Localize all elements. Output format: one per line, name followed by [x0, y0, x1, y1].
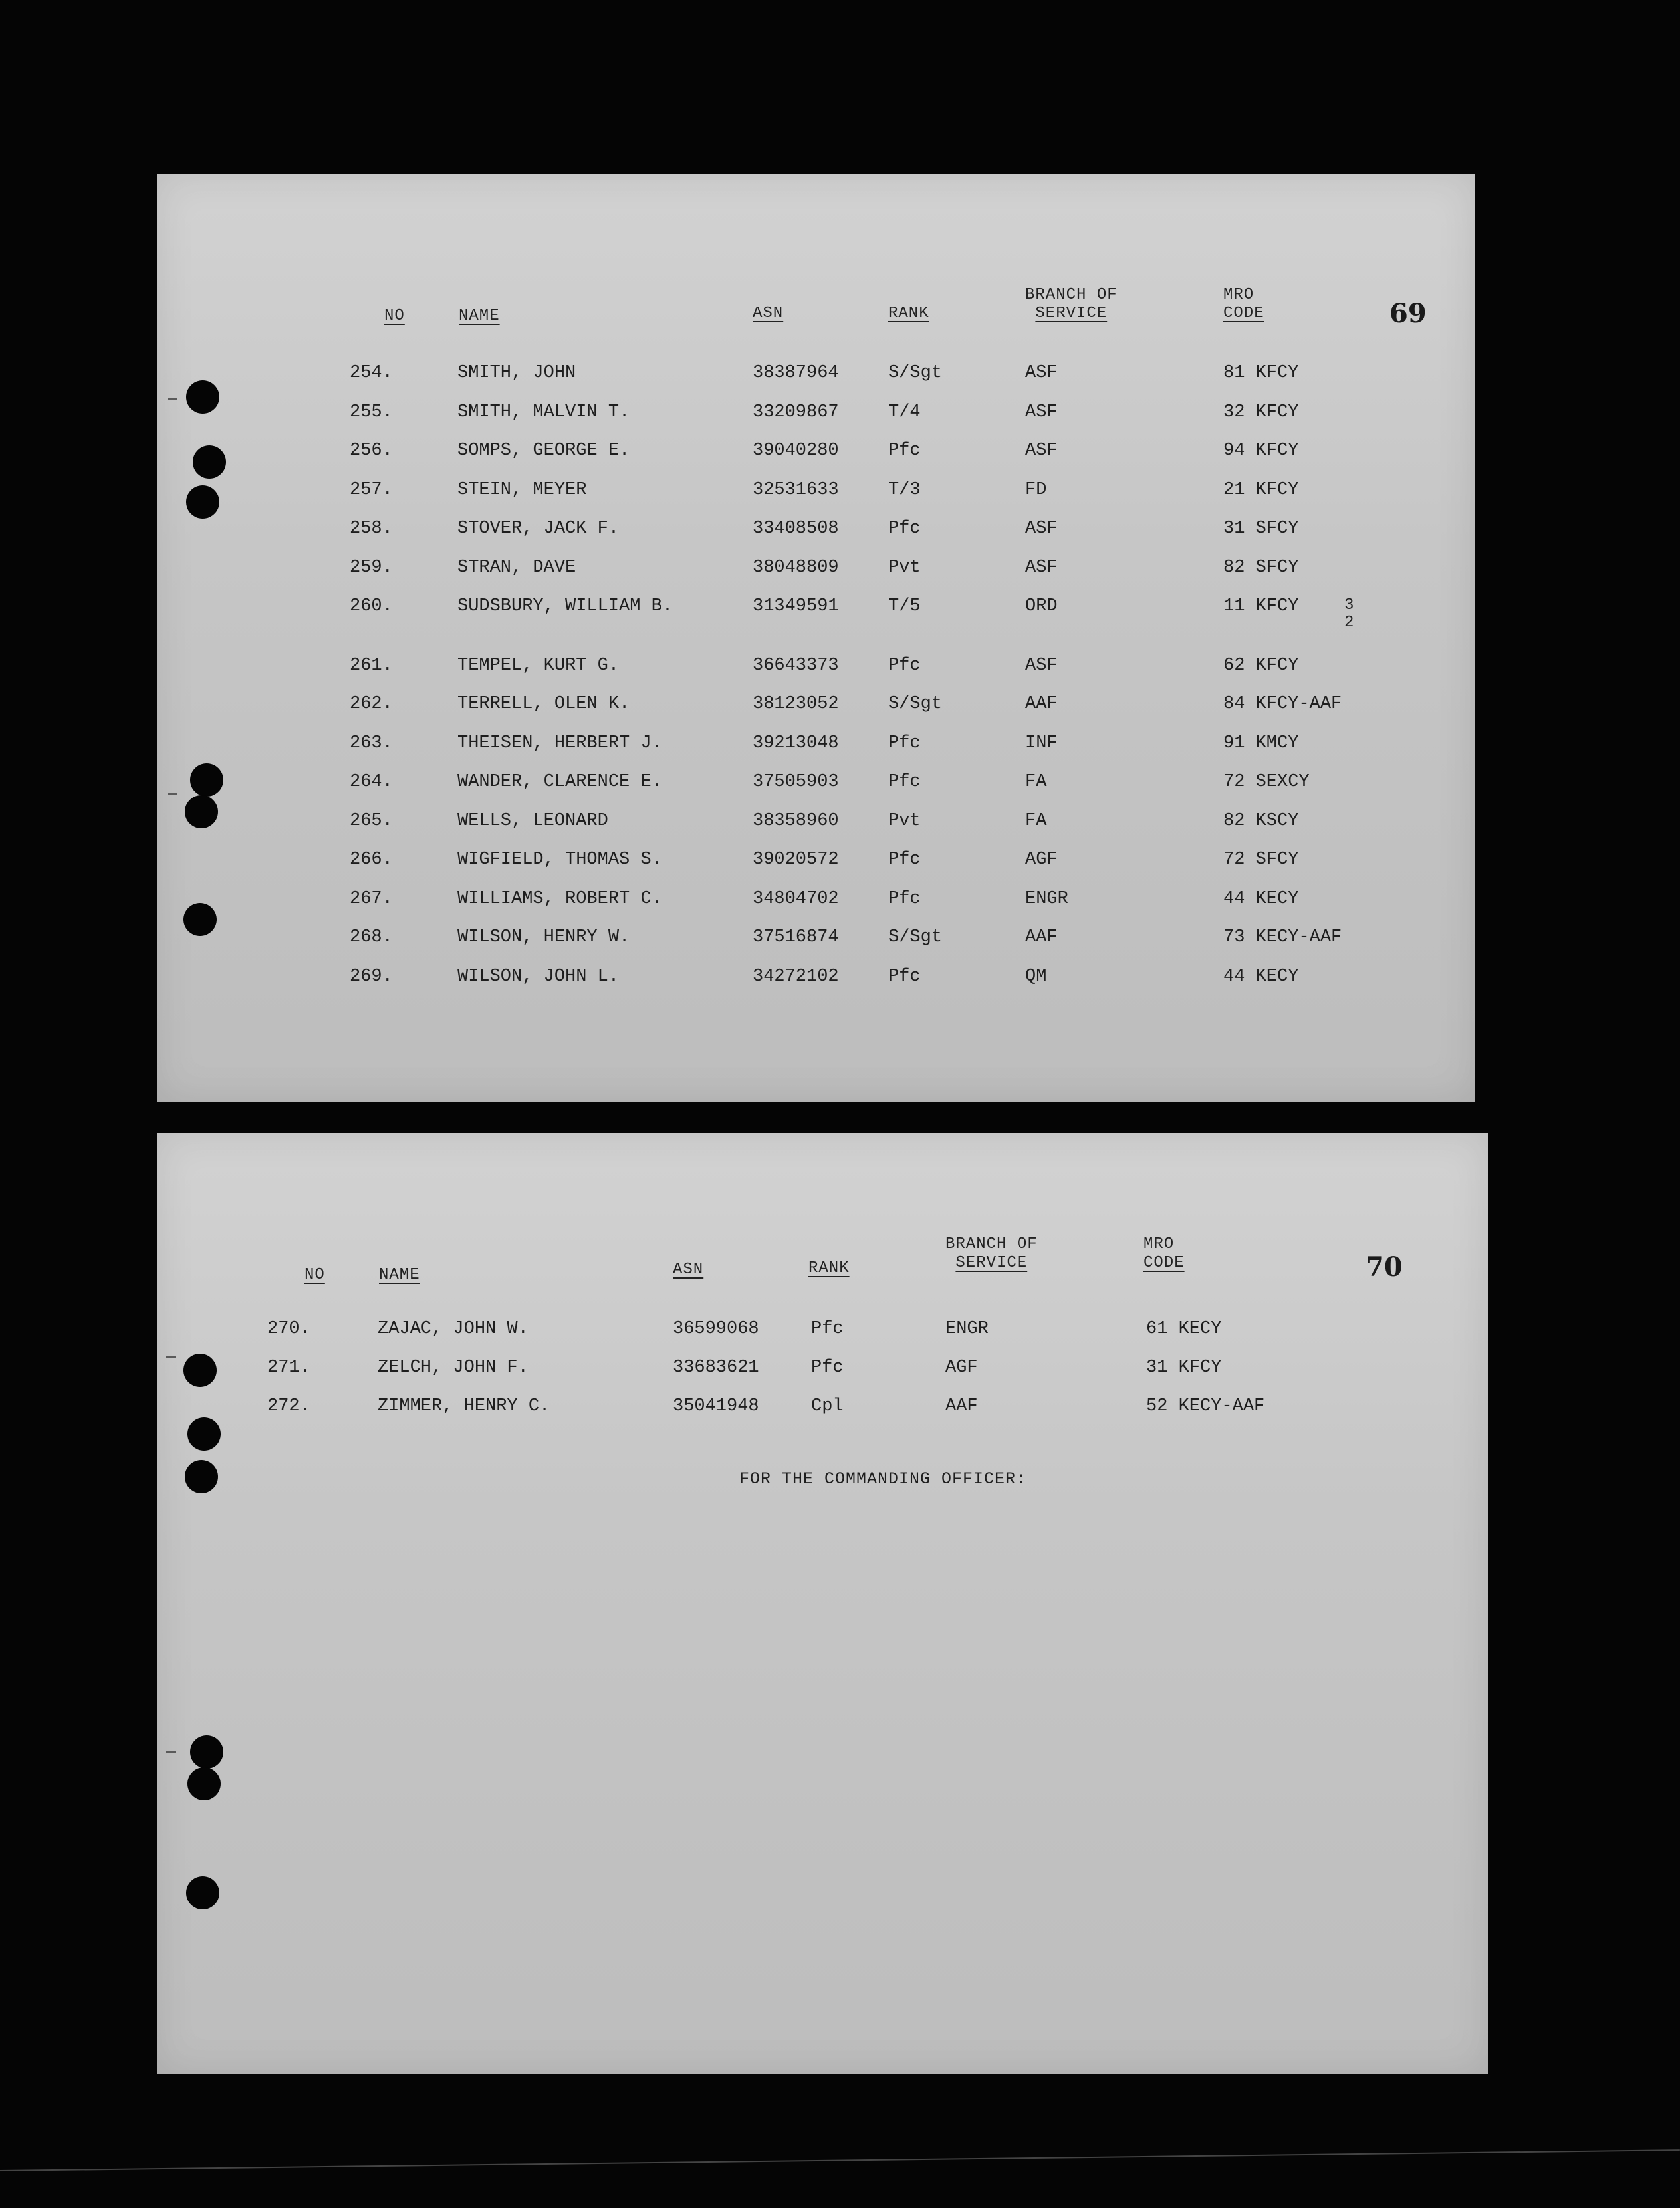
cell-rank: Pvt	[888, 810, 921, 831]
edge-mark	[168, 398, 177, 400]
cell-no: 269.	[350, 966, 393, 987]
table-row	[157, 519, 1475, 545]
table-row	[157, 889, 1475, 916]
cell-branch: AAF	[945, 1396, 978, 1416]
cell-branch: FD	[1025, 479, 1047, 500]
cell-name: WELLS, LEONARD	[457, 810, 608, 831]
cell-branch: ASF	[1025, 363, 1058, 383]
cell-asn: 38387964	[753, 363, 839, 383]
cell-no: 254.	[350, 363, 393, 383]
cell-no: 258.	[350, 519, 393, 539]
cell-branch: FA	[1025, 810, 1047, 831]
cell-rank: Pfc	[888, 519, 921, 539]
table-row	[157, 967, 1475, 993]
cell-no: 256.	[350, 441, 393, 461]
cell-asn: 39213048	[753, 733, 839, 753]
cell-rank: Pfc	[888, 772, 921, 792]
table-row	[157, 441, 1475, 467]
cell-branch: ORD	[1025, 596, 1058, 616]
cell-name: SOMPS, GEORGE E.	[457, 441, 630, 461]
cell-mro: 11 KFCY	[1223, 596, 1299, 616]
cell-rank: T/4	[888, 402, 921, 422]
cell-no: 255.	[350, 402, 393, 422]
cell-mro: 72 SEXCY	[1223, 772, 1310, 792]
cell-rank: Pfc	[888, 441, 921, 461]
cell-rank: Cpl	[811, 1396, 844, 1416]
cell-asn: 39040280	[753, 441, 839, 461]
cell-asn: 36643373	[753, 655, 839, 675]
cell-branch: FA	[1025, 772, 1047, 792]
header-branch-of-service: BRANCH OF SERVICE	[1025, 286, 1118, 322]
table-row	[157, 811, 1475, 838]
cell-mro: 94 KFCY	[1223, 441, 1299, 461]
edge-mark	[166, 1356, 176, 1358]
cell-no: 263.	[350, 733, 393, 753]
punch-hole	[187, 1767, 221, 1800]
punch-hole	[183, 903, 217, 936]
table-row	[157, 480, 1475, 507]
cell-mro: 44 KECY	[1223, 888, 1299, 909]
edge-mark	[166, 1751, 176, 1753]
cell-asn: 34804702	[753, 888, 839, 909]
cell-name: WIGFIELD, THOMAS S.	[457, 850, 662, 870]
cell-no: 262.	[350, 694, 393, 714]
table-row	[157, 772, 1475, 798]
cell-no: 264.	[350, 772, 393, 792]
cell-rank: Pfc	[888, 733, 921, 753]
header-branch-of-service: BRANCH OF SERVICE	[945, 1235, 1038, 1272]
cell-no: 272.	[267, 1396, 310, 1416]
punch-hole	[186, 1876, 219, 1909]
cell-branch: ASF	[1025, 557, 1058, 578]
cell-name: STEIN, MEYER	[457, 479, 587, 500]
cell-asn: 39020572	[753, 850, 839, 870]
cell-branch: ASF	[1025, 655, 1058, 675]
cell-name: WILSON, HENRY W.	[457, 927, 630, 947]
cell-asn: 38048809	[753, 557, 839, 578]
punch-hole	[185, 795, 218, 828]
punch-hole	[190, 763, 223, 797]
cell-name: ZAJAC, JOHN W.	[378, 1319, 529, 1339]
cell-asn: 35041948	[673, 1396, 759, 1416]
table-row	[157, 1396, 1488, 1423]
cell-no: 257.	[350, 479, 393, 500]
cell-no: 260.	[350, 596, 393, 616]
scanner-edge-line	[0, 2149, 1680, 2171]
cell-name: THEISEN, HERBERT J.	[457, 733, 662, 753]
cell-branch: QM	[1025, 966, 1047, 987]
table-row	[157, 850, 1475, 876]
cell-name: STOVER, JACK F.	[457, 519, 620, 539]
cell-branch: AAF	[1025, 927, 1058, 947]
cell-asn: 33408508	[753, 519, 839, 539]
cell-no: 268.	[350, 927, 393, 947]
cell-asn: 31349591	[753, 596, 839, 616]
header-mro-code: MRO CODE	[1143, 1235, 1185, 1272]
cell-mro: 32 KFCY	[1223, 402, 1299, 422]
cell-name: SUDSBURY, WILLIAM B.	[457, 596, 673, 616]
cell-branch: ASF	[1025, 441, 1058, 461]
table-row	[157, 363, 1475, 390]
cell-branch: AGF	[1025, 850, 1058, 870]
cell-mro: 84 KFCY-AAF	[1223, 694, 1342, 714]
page-number: 69	[1389, 298, 1427, 329]
table-row	[157, 1358, 1488, 1384]
cell-branch: ENGR	[1025, 888, 1068, 909]
cell-rank: T/3	[888, 479, 921, 500]
cell-name: TERRELL, OLEN K.	[457, 694, 630, 714]
edge-mark	[168, 793, 177, 795]
cell-asn: 34272102	[753, 966, 839, 987]
header-asn: ASN	[673, 1261, 704, 1279]
cell-mro: 91 KMCY	[1223, 733, 1299, 753]
roster-page-69	[157, 174, 1475, 1102]
cell-mro: 52 KECY-AAF	[1146, 1396, 1265, 1416]
cell-asn: 32531633	[753, 479, 839, 500]
cell-mro: 44 KECY	[1223, 966, 1299, 987]
cell-name: TEMPEL, KURT G.	[457, 655, 620, 675]
cell-no: 259.	[350, 557, 393, 578]
cell-rank: S/Sgt	[888, 694, 943, 714]
cell-no: 267.	[350, 888, 393, 909]
cell-name: WILSON, JOHN L.	[457, 966, 620, 987]
cell-rank: S/Sgt	[888, 363, 943, 383]
cell-name: ZIMMER, HENRY C.	[378, 1396, 550, 1416]
cell-asn: 38123052	[753, 694, 839, 714]
cell-asn: 33683621	[673, 1358, 759, 1378]
punch-hole	[190, 1735, 223, 1769]
cell-mro: 61 KECY	[1146, 1319, 1222, 1339]
punch-hole	[186, 380, 219, 414]
table-row	[157, 733, 1475, 760]
cell-mro: 82 SFCY	[1223, 557, 1299, 578]
cell-name: ZELCH, JOHN F.	[378, 1358, 529, 1378]
header-rank: RANK	[888, 305, 929, 322]
cell-rank: Pfc	[811, 1319, 844, 1339]
cell-branch: ASF	[1025, 402, 1058, 422]
cell-name: WILLIAMS, ROBERT C.	[457, 888, 662, 909]
table-row	[157, 402, 1475, 429]
cell-branch: INF	[1025, 733, 1058, 753]
cell-rank: Pfc	[888, 966, 921, 987]
cell-mro: 72 SFCY	[1223, 850, 1299, 870]
header-no: NO	[304, 1266, 325, 1284]
cell-mro: 73 KECY-AAF	[1223, 927, 1342, 947]
punch-hole	[187, 1417, 221, 1451]
cell-asn: 36599068	[673, 1319, 759, 1339]
cell-no: 266.	[350, 850, 393, 870]
cell-branch: AGF	[945, 1358, 978, 1378]
cell-name: STRAN, DAVE	[457, 557, 576, 578]
header-name: NAME	[379, 1266, 420, 1284]
cell-asn: 33209867	[753, 402, 839, 422]
table-row	[157, 927, 1475, 954]
cell-no: 270.	[267, 1319, 310, 1339]
header-asn: ASN	[753, 305, 784, 322]
cell-branch: AAF	[1025, 694, 1058, 714]
cell-asn: 37516874	[753, 927, 839, 947]
header-rank: RANK	[808, 1259, 850, 1277]
cell-rank: S/Sgt	[888, 927, 943, 947]
cell-no: 271.	[267, 1358, 310, 1378]
cell-branch: ENGR	[945, 1319, 989, 1339]
cell-no: 265.	[350, 810, 393, 831]
header-name: NAME	[459, 307, 500, 325]
cell-mro: 62 KFCY	[1223, 655, 1299, 675]
cell-mro: 82 KSCY	[1223, 810, 1299, 831]
punch-hole	[185, 1460, 218, 1493]
cell-name: WANDER, CLARENCE E.	[457, 772, 662, 792]
header-no: NO	[384, 307, 405, 325]
cell-rank: T/5	[888, 596, 921, 616]
cell-branch: ASF	[1025, 519, 1058, 539]
table-row	[157, 596, 1475, 623]
cell-rank: Pfc	[888, 850, 921, 870]
page-number: 70	[1366, 1251, 1403, 1283]
cell-rank: Pfc	[888, 888, 921, 909]
table-row	[157, 694, 1475, 721]
table-row	[157, 558, 1475, 584]
cell-asn: 37505903	[753, 772, 839, 792]
cell-asn: 38358960	[753, 810, 839, 831]
cell-no: 261.	[350, 655, 393, 675]
punch-hole	[183, 1354, 217, 1387]
cell-name: SMITH, JOHN	[457, 363, 576, 383]
table-row	[157, 1319, 1488, 1346]
signature-block-label: FOR THE COMMANDING OFFICER:	[739, 1469, 1027, 1489]
cell-mro: 31 KFCY	[1146, 1358, 1222, 1378]
cell-mro: 81 KFCY	[1223, 363, 1299, 383]
cell-rank: Pfc	[811, 1358, 844, 1378]
cell-rank: Pvt	[888, 557, 921, 578]
cell-rank: Pfc	[888, 655, 921, 675]
cell-name: SMITH, MALVIN T.	[457, 402, 630, 422]
cell-mro: 21 KFCY	[1223, 479, 1299, 500]
punch-hole	[186, 485, 219, 519]
roster-page-70	[157, 1133, 1488, 2074]
margin-annotation: 3 2	[1344, 596, 1354, 632]
cell-mro: 31 SFCY	[1223, 519, 1299, 539]
punch-hole	[193, 445, 226, 479]
table-row	[157, 656, 1475, 682]
header-mro-code: MRO CODE	[1223, 286, 1264, 322]
